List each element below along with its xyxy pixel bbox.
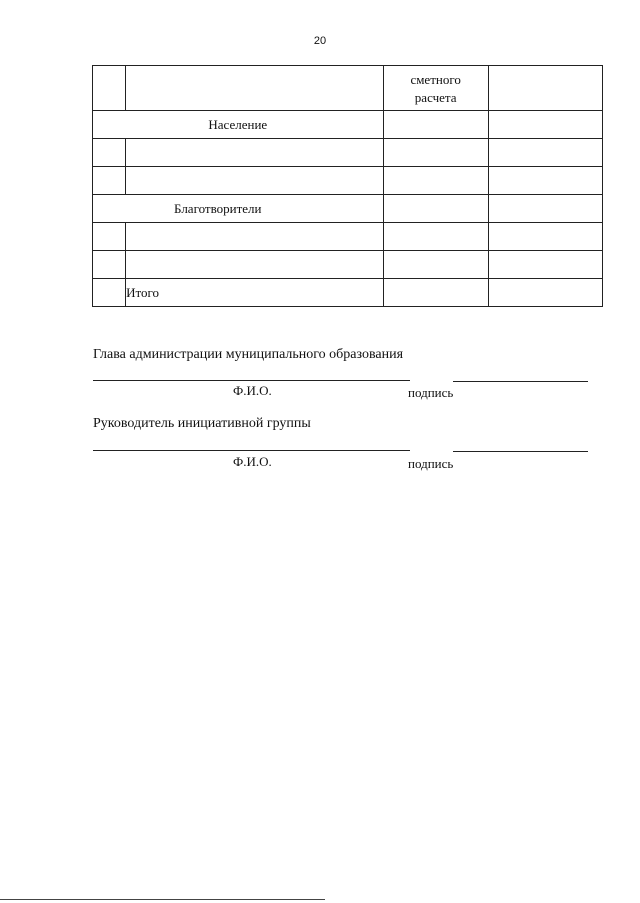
table-row-group-population xyxy=(93,111,603,139)
cell-value xyxy=(488,167,602,195)
cell-num xyxy=(93,167,126,195)
cell-num xyxy=(93,223,126,251)
estimate-header-label: сметного расчета xyxy=(410,72,461,105)
signature-caption: подпись xyxy=(408,456,454,471)
group-label-population: Население xyxy=(93,111,384,139)
cell-value xyxy=(488,279,602,307)
signature-line xyxy=(453,451,588,452)
cell-estimate xyxy=(383,139,488,167)
cell-estimate xyxy=(383,167,488,195)
cell-num xyxy=(93,139,126,167)
total-label: Итого xyxy=(126,279,384,307)
footer-rule xyxy=(0,899,325,900)
cell-estimate xyxy=(383,279,488,307)
cell-value xyxy=(488,223,602,251)
table-row-total xyxy=(93,279,603,307)
budget-table xyxy=(92,65,603,307)
table-row-group-benefactors xyxy=(93,195,603,223)
name-line xyxy=(93,450,410,451)
cell-num xyxy=(93,66,126,111)
cell-estimate xyxy=(383,111,488,139)
signature-caption: подпись xyxy=(408,385,454,400)
cell-value xyxy=(488,111,602,139)
cell-name xyxy=(126,139,384,167)
cell-name xyxy=(126,66,384,111)
table-row xyxy=(93,139,603,167)
cell-name xyxy=(126,223,384,251)
signature-title-group-leader: Руководитель инициативной группы xyxy=(93,416,311,431)
group-label-benefactors: Благотворители xyxy=(93,195,384,223)
cell-value xyxy=(488,139,602,167)
table-header-row xyxy=(93,66,603,111)
table-row xyxy=(93,251,603,279)
cell-value xyxy=(488,251,602,279)
name-caption: Ф.И.О. xyxy=(233,454,272,469)
cell-estimate xyxy=(383,251,488,279)
cell-num xyxy=(93,251,126,279)
signature-title-head: Глава администрации муниципального образования xyxy=(93,347,404,362)
cell-value xyxy=(488,195,602,223)
name-caption: Ф.И.О. xyxy=(233,383,272,398)
name-line xyxy=(93,380,410,381)
cell-name xyxy=(126,167,384,195)
cell-estimate xyxy=(383,223,488,251)
cell-num xyxy=(93,279,126,307)
cell-name xyxy=(126,251,384,279)
page-number: 20 xyxy=(313,35,327,47)
cell-estimate-header xyxy=(383,66,488,111)
table-row xyxy=(93,223,603,251)
signature-line xyxy=(453,381,588,382)
cell-estimate xyxy=(383,195,488,223)
table-row xyxy=(93,167,603,195)
cell-value xyxy=(488,66,602,111)
